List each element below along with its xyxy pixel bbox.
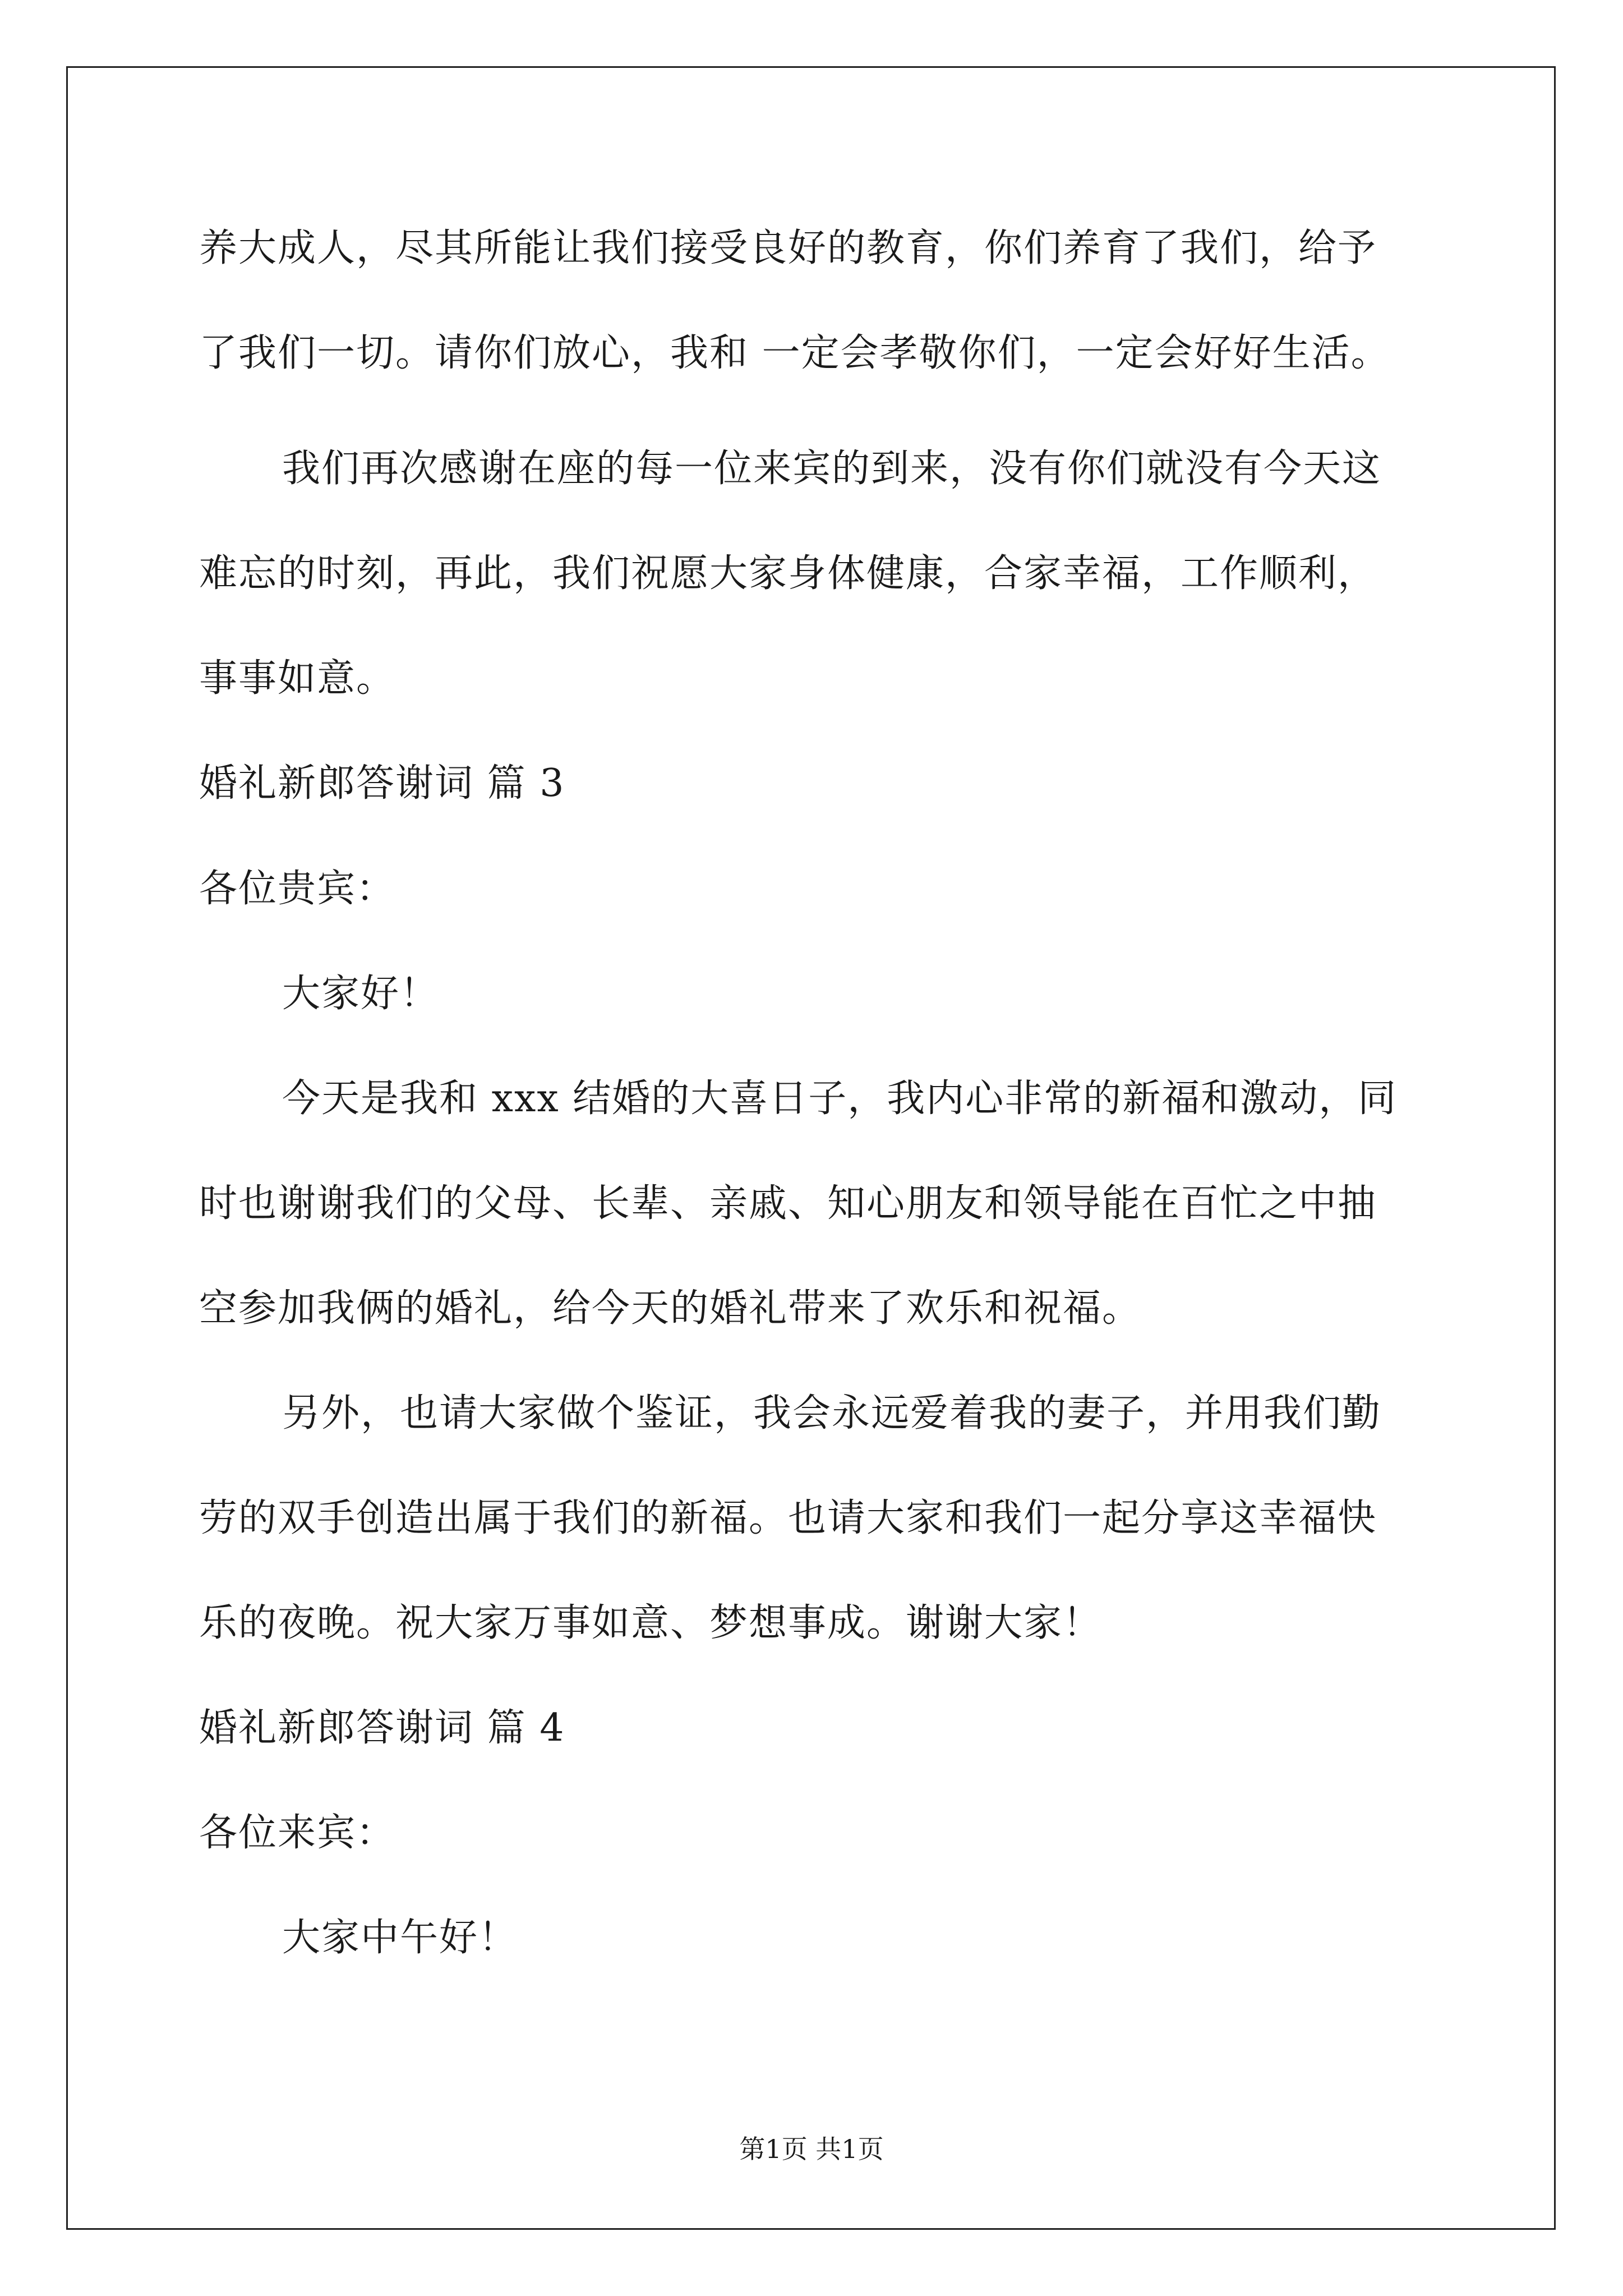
paragraph-line: 今天是我和 xxx 结婚的大喜日子，我内心非常的新福和激动，同 [282,1076,1398,1121]
page-number-footer: 第1页 共1页 [739,2134,884,2164]
greeting: 大家中午好！ [282,1916,518,1960]
paragraph-line: 另外，也请大家做个鉴证，我会永远爱着我的妻子，并用我们勤 [282,1391,1382,1435]
paragraph-line: 劳的双手创造出属于我们的新福。也请大家和我们一起分享这幸福快 [199,1496,1377,1540]
paragraph-line: 难忘的时刻，再此，我们祝愿大家身体健康，合家幸福，工作顺利， [199,551,1377,596]
paragraph-line: 养大成人，尽其所能让我们接受良好的教育，你们养育了我们，给予 [199,226,1377,270]
page-border [66,66,1556,2230]
paragraph-line: 空参加我俩的婚礼，给今天的婚礼带来了欢乐和祝福。 [199,1286,1142,1331]
paragraph-line: 我们再次感谢在座的每一位来宾的到来，没有你们就没有今天这 [282,447,1382,491]
salutation: 各位贵宾： [199,867,396,911]
section-heading: 婚礼新郎答谢词 篇 4 [199,1706,565,1750]
salutation: 各位来宾： [199,1811,396,1855]
paragraph-line: 乐的夜晚。祝大家万事如意、梦想事成。谢谢大家！ [199,1601,1103,1645]
paragraph-line: 事事如意。 [199,656,396,701]
section-heading: 婚礼新郎答谢词 篇 3 [199,761,565,806]
paragraph-line: 时也谢谢我们的父母、长辈、亲戚、知心朋友和领导能在百忙之中抽 [199,1181,1377,1226]
greeting: 大家好！ [282,972,440,1016]
paragraph-line: 了我们一切。请你们放心，我和 一定会孝敬你们，一定会好好生活。 [199,331,1390,375]
